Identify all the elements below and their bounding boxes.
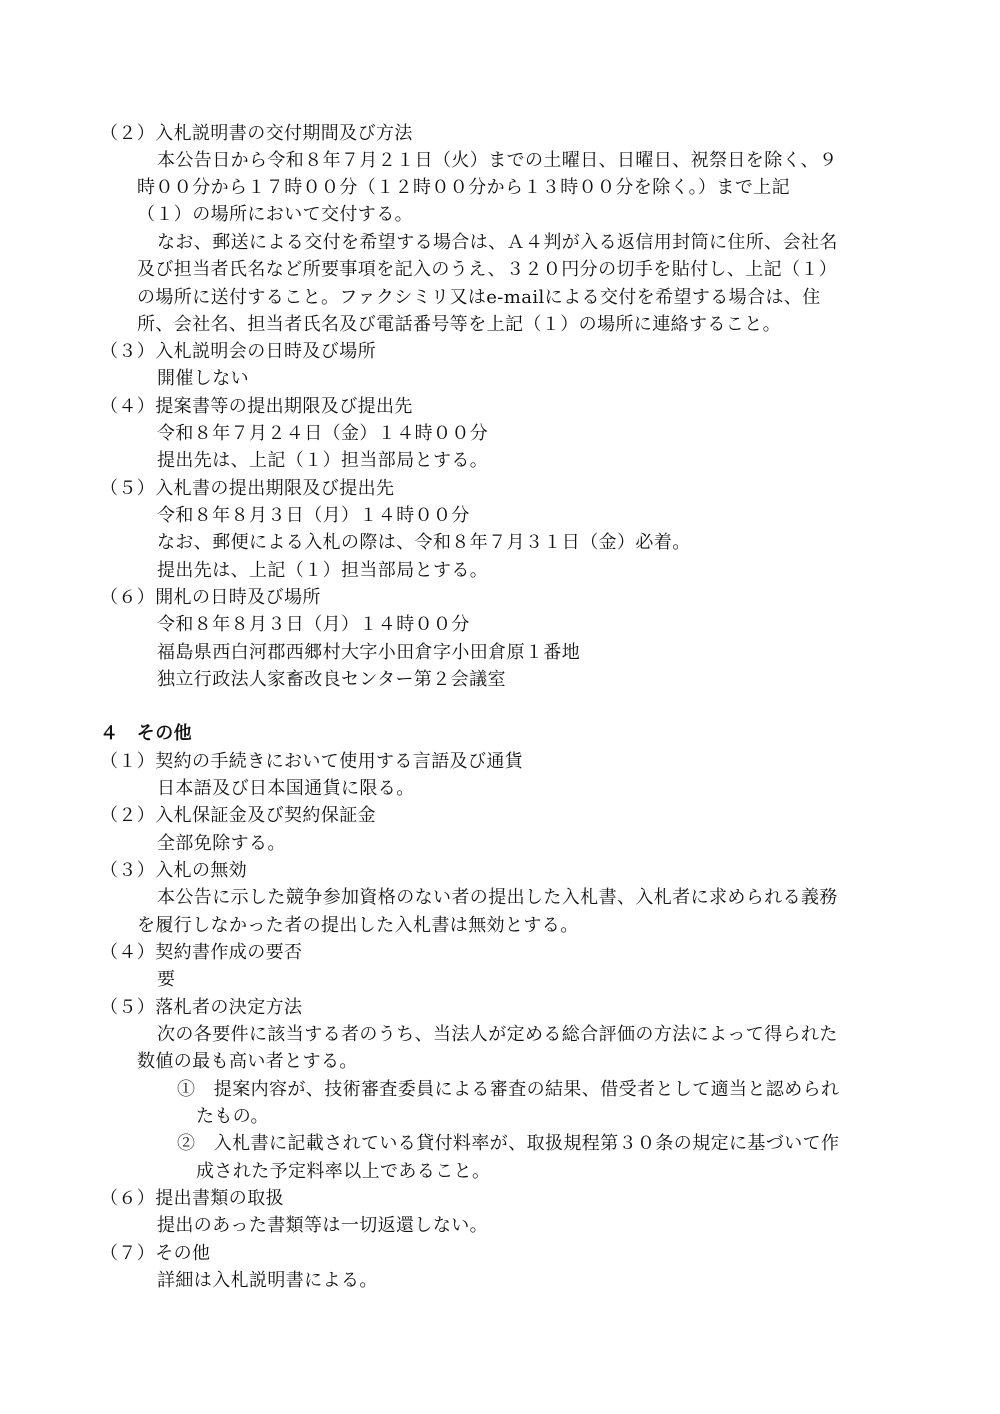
item-heading: （７）その他 [100, 1243, 211, 1264]
paragraph-line: 詳細は入札説明書による。 [157, 1270, 378, 1291]
paragraph-line: を履行しなかった者の提出した入札書は無効とする。 [137, 915, 579, 936]
paragraph-line: （１）の場所において交付する。 [137, 204, 413, 225]
paragraph-line: 次の各要件に該当する者のうち、当法人が定める総合評価の方法によって得られた [157, 1024, 838, 1045]
paragraph-line: 時００分から１７時００分（１２時００分から１３時００分を除く。）まで上記 [137, 177, 791, 198]
paragraph-line: 本公告に示した競争参加資格のない者の提出した入札書、入札者に求められる義務 [157, 887, 838, 908]
paragraph-line: 令和８年８月３日（月）１４時００分 [157, 614, 470, 635]
section-title: ４ その他 [100, 723, 192, 744]
item-heading: （６）開札の日時及び場所 [100, 587, 321, 608]
item-heading: （４）契約書作成の要否 [100, 942, 303, 963]
paragraph-line: の場所に送付すること。ファクシミリ又はe-mailによる交付を希望する場合は、住 [137, 287, 821, 308]
item-heading: （３）入札説明会の日時及び場所 [100, 341, 376, 362]
item-heading: （５）落札者の決定方法 [100, 997, 303, 1018]
list-item: 成された予定料率以上であること。 [196, 1161, 491, 1182]
paragraph-line: 要 [157, 969, 176, 990]
paragraph-line: 開催しない [157, 368, 249, 389]
paragraph-line: 日本語及び日本国通貨に限る。 [157, 778, 415, 799]
paragraph-line: 福島県西白河郡西郷村大字小田倉字小田倉原１番地 [157, 642, 581, 663]
paragraph-line: なお、郵便による入札の際は、令和８年７月３１日（金）必着。 [157, 532, 691, 553]
list-item: ② 入札書に記載されている貸付料率が、取扱規程第３０条の規定に基づいて作 [177, 1133, 840, 1154]
paragraph-line: 独立行政法人家畜改良センター第２会議室 [157, 669, 506, 690]
paragraph-line: 提出のあった書類等は一切返還しない。 [157, 1215, 489, 1236]
paragraph-line: 及び担当者氏名など所要事項を記入のうえ、３２０円分の切手を貼付し、上記（１） [137, 259, 838, 280]
item-heading: （６）提出書類の取扱 [100, 1188, 284, 1209]
paragraph-line: 数値の最も高い者とする。 [137, 1051, 358, 1072]
item-heading: （１）契約の手続きにおいて使用する言語及び通貨 [100, 751, 524, 772]
item-heading: （５）入札書の提出期限及び提出先 [100, 478, 395, 499]
item-heading: （４）提案書等の提出期限及び提出先 [100, 396, 413, 417]
paragraph-line: 令和８年８月３日（月）１４時００分 [157, 505, 470, 526]
paragraph-line: 提出先は、上記（１）担当部局とする。 [157, 560, 489, 581]
paragraph-line: 本公告日から令和８年７月２１日（火）までの土曜日、日曜日、祝祭日を除く、９ [157, 150, 838, 171]
item-heading: （２）入札説明書の交付期間及び方法 [100, 123, 413, 144]
list-item: たもの。 [196, 1106, 269, 1127]
paragraph-line: 全部免除する。 [157, 833, 286, 854]
paragraph-line: なお、郵送による交付を希望する場合は、Ａ４判が入る返信用封筒に住所、会社名 [157, 232, 838, 253]
paragraph-line: 所、会社名、担当者氏名及び電話番号等を上記（１）の場所に連絡すること。 [137, 314, 781, 335]
item-heading: （２）入札保証金及び契約保証金 [100, 805, 376, 826]
paragraph-line: 令和８年７月２４日（金）１４時００分 [157, 423, 489, 444]
paragraph-line: 提出先は、上記（１）担当部局とする。 [157, 450, 489, 471]
list-item: ① 提案内容が、技術審査委員による審査の結果、借受者として適当と認められ [177, 1079, 840, 1100]
item-heading: （３）入札の無効 [100, 860, 248, 881]
